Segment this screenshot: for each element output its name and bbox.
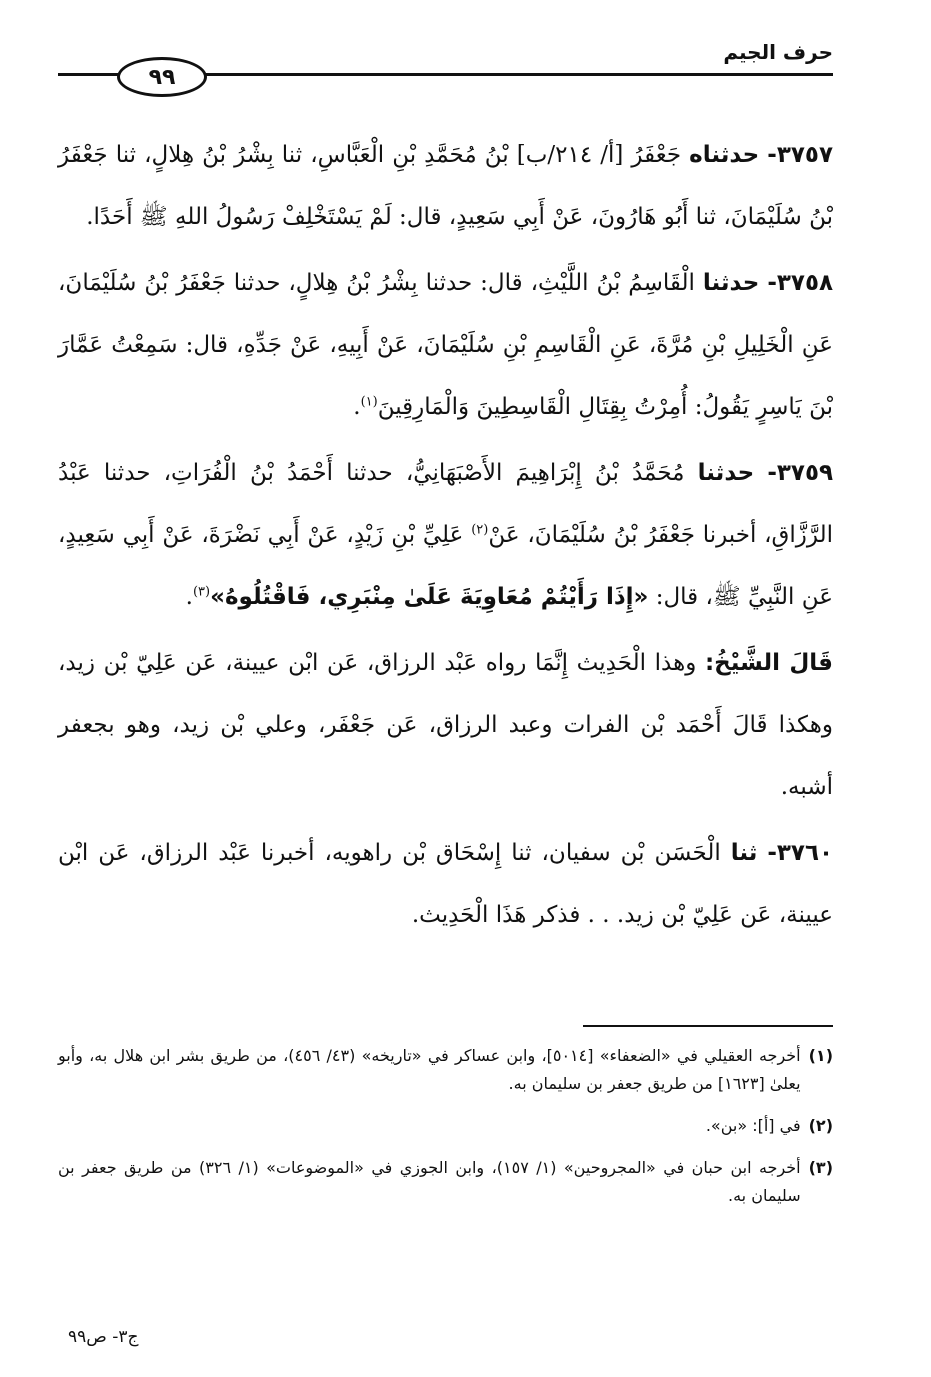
hadith-number: ٣٧٥٩- (767, 460, 834, 486)
hadith-text-continued: عَلِيِّ بْنِ زَيْدٍ، عَنْ أَبِي نَضْرَةَ، عَنْ أَبِي سَعِيدٍ، عَنِ النَّبِيِّ ﷺ، قال: (58, 522, 833, 610)
hadith-3760 (58, 822, 833, 946)
footnote-number: (٢) (808, 1116, 833, 1135)
commentary-text: وهذا الْحَدِيث إِنَّمَا رواه عَبْد الرزاق، عَن ابْن عيينة، عَن عَلِيّ بْن زيد، وهكذا قَالَ أَحْمَد بْن الفرات وعبد الرزاق، عَن جَعْفَر، وعلي بْن زيد، وهو بجعفر أشبه. (58, 650, 833, 800)
hadith-text: الْقَاسِمُ بْنُ اللَّيْثِ، قال: حدثنا بِشْرُ بْنُ هِلالٍ، حدثنا جَعْفَرُ بْنُ سُلَيْمَانَ، عَنِ الْخَلِيلِ بْنِ مُرَّةَ، عَنِ الْقَاسِمِ بْنِ سُلَيْمَانَ، عَنْ أَبِيهِ، عَنْ جَدِّهِ، قال: سَمِعْتُ عَمَّارَ بْنَ يَاسِرٍ يَقُولُ: أُمِرْتُ بِقِتَالِ الْقَاسِطِينَ وَالْمَارِقِينَ (58, 270, 833, 420)
footnote-text: أخرجه ابن حبان في «المجروحين» (١/ ١٥٧)، وابن الجوزي في «الموضوعات» (١/ ٣٢٦) من طريق جعفر بن سليمان به. (58, 1158, 801, 1205)
main-text (58, 124, 833, 950)
hadith-keyword: حدثناه (689, 142, 760, 168)
footnote-item (58, 1154, 833, 1210)
hadith-3758 (58, 252, 833, 438)
sentence-end: . (353, 394, 361, 420)
sheikh-commentary (58, 632, 833, 818)
hadith-number: ٣٧٥٧- (767, 142, 833, 168)
running-title: حرف الجيم (723, 40, 833, 64)
footnote-separator (583, 1025, 833, 1027)
footnote-item (58, 1112, 833, 1140)
hadith-3759 (58, 442, 833, 628)
footnote-item (58, 1042, 833, 1098)
hadith-keyword: ثنا (730, 840, 758, 866)
footnote-number: (٣) (808, 1158, 833, 1177)
hadith-text: الْحَسَن بْن سفيان، ثنا إِسْحَاق بْن راهويه، أخبرنا عَبْد الرزاق، عَن ابْن عيينة، عَن عَلِيّ بْن زيد. . . فذكر هَذَا الْحَدِيث. (58, 840, 833, 928)
volume-page-marker: ج٣- ص٩٩ (68, 1327, 139, 1347)
hadith-keyword: حدثنا (702, 270, 760, 296)
hadith-text: جَعْفَرُ [أ/ ٢١٤/ب] بْنُ مُحَمَّدِ بْنِ الْعَبَّاسِ، ثنا بِشْرُ بْنُ هِلالٍ، ثنا جَعْفَرُ بْنُ سُلَيْمَانَ، ثنا أَبُو هَارُونَ، عَنْ أَبِي سَعِيدٍ، قال: لَمْ يَسْتَخْلِفْ رَسُولُ اللهِ ﷺ أَحَدًا. (58, 142, 833, 230)
footnote-text: في [أ]: «بن». (705, 1116, 801, 1135)
footnote-ref: (٢) (471, 522, 489, 538)
hadith-text: مُحَمَّدُ بْنُ إِبْرَاهِيمَ الأَصْبَهَانِيُّ، حدثنا أَحْمَدُ بْنُ الْفُرَاتِ، حدثنا عَبْدُ الرَّزَّاقِ، أخبرنا جَعْفَرُ بْنُ سُلَيْمَانَ، عَنْ (58, 460, 833, 548)
footnote-ref: (١) (360, 394, 378, 410)
hadith-number: ٣٧٦٠- (767, 840, 834, 866)
hadith-3757 (58, 124, 833, 248)
footnotes (58, 1042, 833, 1224)
footnote-ref: (٣) (192, 584, 211, 600)
page-number-badge (117, 57, 207, 97)
hadith-keyword: حدثنا (697, 460, 755, 486)
sentence-end: . (185, 584, 193, 610)
hadith-quote: «إِذَا رَأَيْتُمْ مُعَاوِيَةَ عَلَىٰ مِنْبَرِي، فَاقْتُلُوهُ» (210, 584, 649, 610)
hadith-number: ٣٧٥٨- (767, 270, 834, 296)
page-number: ٩٩ (148, 64, 176, 90)
footnote-number: (١) (808, 1046, 833, 1065)
footnote-text: أخرجه العقيلي في «الضعفاء» [٥٠١٤]، وابن عساكر في «تاريخه» (٤٣/ ٤٥٦)، من طريق بشر ابن هلال به، وأبو يعلىٰ [١٦٢٣] من طريق جعفر بن سليمان به. (58, 1046, 801, 1093)
commentary-label: قَالَ الشَّيْخُ: (704, 650, 833, 676)
